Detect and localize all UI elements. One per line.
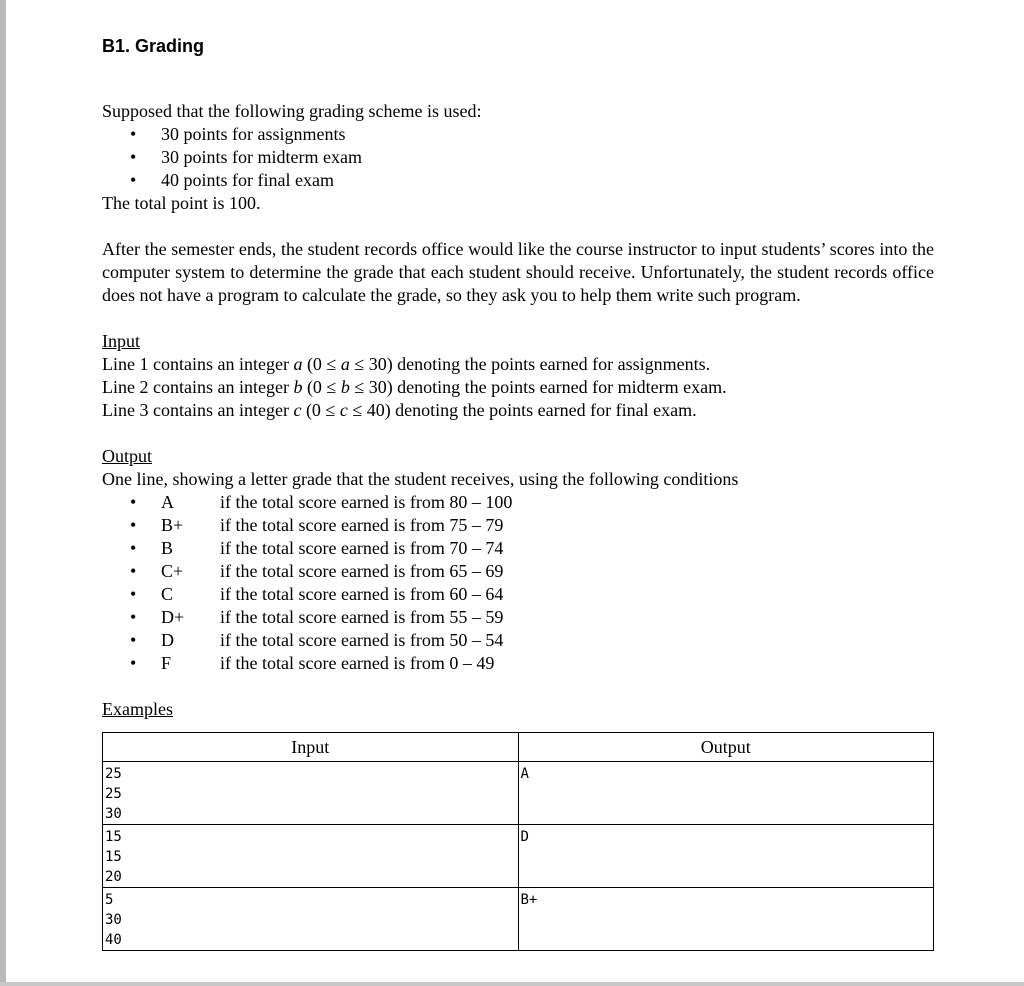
grade-letter: D+ <box>161 607 185 627</box>
bullet-icon: • <box>130 515 137 535</box>
input-value: 30 <box>105 912 122 928</box>
example-output-cell <box>518 825 934 888</box>
example-input-cell <box>103 825 519 888</box>
grade-letter: B <box>161 538 174 558</box>
spacer <box>102 59 934 100</box>
problem-page <box>102 33 934 951</box>
scheme-item <box>102 123 934 146</box>
table-row <box>103 888 934 951</box>
bullet-icon: • <box>130 170 137 190</box>
scheme-item-text: 40 points for final exam <box>161 170 334 190</box>
spacer <box>102 307 934 330</box>
input-value: 30 <box>105 806 122 822</box>
variable-a: a <box>293 354 303 374</box>
output-value: A <box>520 766 529 782</box>
input-line-1 <box>102 353 934 376</box>
scheme-list <box>102 123 934 192</box>
output-section <box>102 445 934 675</box>
input-line-3 <box>102 399 934 422</box>
bullet-icon: • <box>130 584 137 604</box>
spacer <box>102 721 934 732</box>
example-input-cell <box>103 888 519 951</box>
output-value: D <box>520 829 529 845</box>
variable-a: a <box>340 354 350 374</box>
input-line-text: (0 ≤ <box>302 377 341 397</box>
bullet-icon: • <box>130 561 137 581</box>
variable-b: b <box>340 377 350 397</box>
grade-letter: C <box>161 584 174 604</box>
input-value: 25 <box>105 786 122 802</box>
input-line-text: Line 3 contains an integer <box>102 400 294 420</box>
example-output-cell <box>518 762 934 825</box>
examples-heading: Examples <box>102 699 173 719</box>
input-value: 20 <box>105 869 122 885</box>
grade-letter: F <box>161 653 172 673</box>
grade-rule: if the total score earned is from 65 – 69 <box>220 561 504 581</box>
examples-table <box>102 732 934 951</box>
grade-letter: D <box>161 630 174 650</box>
bullet-icon: • <box>130 124 137 144</box>
grade-item <box>102 652 934 675</box>
bullet-icon: • <box>130 492 137 512</box>
bullet-icon: • <box>130 607 137 627</box>
page-left-border <box>0 0 6 986</box>
scheme-item-text: 30 points for midterm exam <box>161 147 362 167</box>
spacer <box>102 215 934 238</box>
grade-letter: B+ <box>161 515 184 535</box>
spacer <box>102 675 934 698</box>
output-heading: Output <box>102 446 153 466</box>
grade-rule: if the total score earned is from 60 – 64 <box>220 584 504 604</box>
column-header-input: Input <box>103 733 519 762</box>
grade-rule: if the total score earned is from 50 – 54 <box>220 630 504 650</box>
input-line-2 <box>102 376 934 399</box>
bullet-icon: • <box>130 653 137 673</box>
input-value: 5 <box>105 892 114 908</box>
input-line-text: Line 2 contains an integer <box>102 377 294 397</box>
input-value: 40 <box>105 932 122 948</box>
bullet-icon: • <box>130 630 137 650</box>
grade-letter: C+ <box>161 561 184 581</box>
scheme-lead: Supposed that the following grading scheme is used: <box>102 101 482 121</box>
table-row <box>103 762 934 825</box>
scheme-item <box>102 169 934 192</box>
table-row <box>103 825 934 888</box>
grade-rule: if the total score earned is from 55 – 59 <box>220 607 504 627</box>
grade-list <box>102 491 934 675</box>
grade-item <box>102 629 934 652</box>
bullet-icon: • <box>130 147 137 167</box>
example-output-cell <box>518 888 934 951</box>
scheme-item <box>102 146 934 169</box>
grade-rule: if the total score earned is from 0 – 49 <box>220 653 495 673</box>
column-header-output: Output <box>518 733 934 762</box>
input-section <box>102 330 934 422</box>
output-value: B+ <box>520 892 538 908</box>
bullet-icon: • <box>130 538 137 558</box>
input-value: 25 <box>105 766 122 782</box>
grade-item <box>102 491 934 514</box>
variable-c: c <box>293 400 302 420</box>
input-value: 15 <box>105 829 122 845</box>
scheme-total: The total point is 100. <box>102 193 261 213</box>
example-input-cell <box>103 762 519 825</box>
grade-rule: if the total score earned is from 75 – 79 <box>220 515 504 535</box>
variable-c: c <box>339 400 348 420</box>
grade-rule: if the total score earned is from 80 – 100 <box>220 492 513 512</box>
input-heading: Input <box>102 331 140 351</box>
table-header-row <box>103 733 934 762</box>
grade-item <box>102 583 934 606</box>
grade-item <box>102 560 934 583</box>
input-line-text: ≤ 30) denoting the points earned for midterm exam. <box>349 377 727 397</box>
problem-description: After the semester ends, the student records office would like the course instructor to input students’ scores into the computer system to determine the grade that each student should receive. Unfortunately, the student records office does not have a program to calculate the grade, so they ask you to help them write such program. <box>102 239 934 305</box>
variable-b: b <box>293 377 303 397</box>
spacer <box>102 422 934 445</box>
problem-title: B1. Grading <box>102 36 205 56</box>
input-value: 15 <box>105 849 122 865</box>
input-line-text: ≤ 30) denoting the points earned for assignments. <box>349 354 711 374</box>
grade-letter: A <box>161 492 174 512</box>
grade-item <box>102 514 934 537</box>
grade-rule: if the total score earned is from 70 – 74 <box>220 538 504 558</box>
grading-scheme-section <box>102 100 934 215</box>
input-line-text: (0 ≤ <box>302 354 341 374</box>
grade-item <box>102 537 934 560</box>
scheme-item-text: 30 points for assignments <box>161 124 346 144</box>
examples-section <box>102 698 934 951</box>
input-line-text: (0 ≤ <box>301 400 340 420</box>
page-bottom-border <box>0 982 1024 986</box>
input-line-text: Line 1 contains an integer <box>102 354 294 374</box>
grade-item <box>102 606 934 629</box>
output-lead: One line, showing a letter grade that the student receives, using the following conditions <box>102 469 739 489</box>
input-line-text: ≤ 40) denoting the points earned for final exam. <box>347 400 697 420</box>
